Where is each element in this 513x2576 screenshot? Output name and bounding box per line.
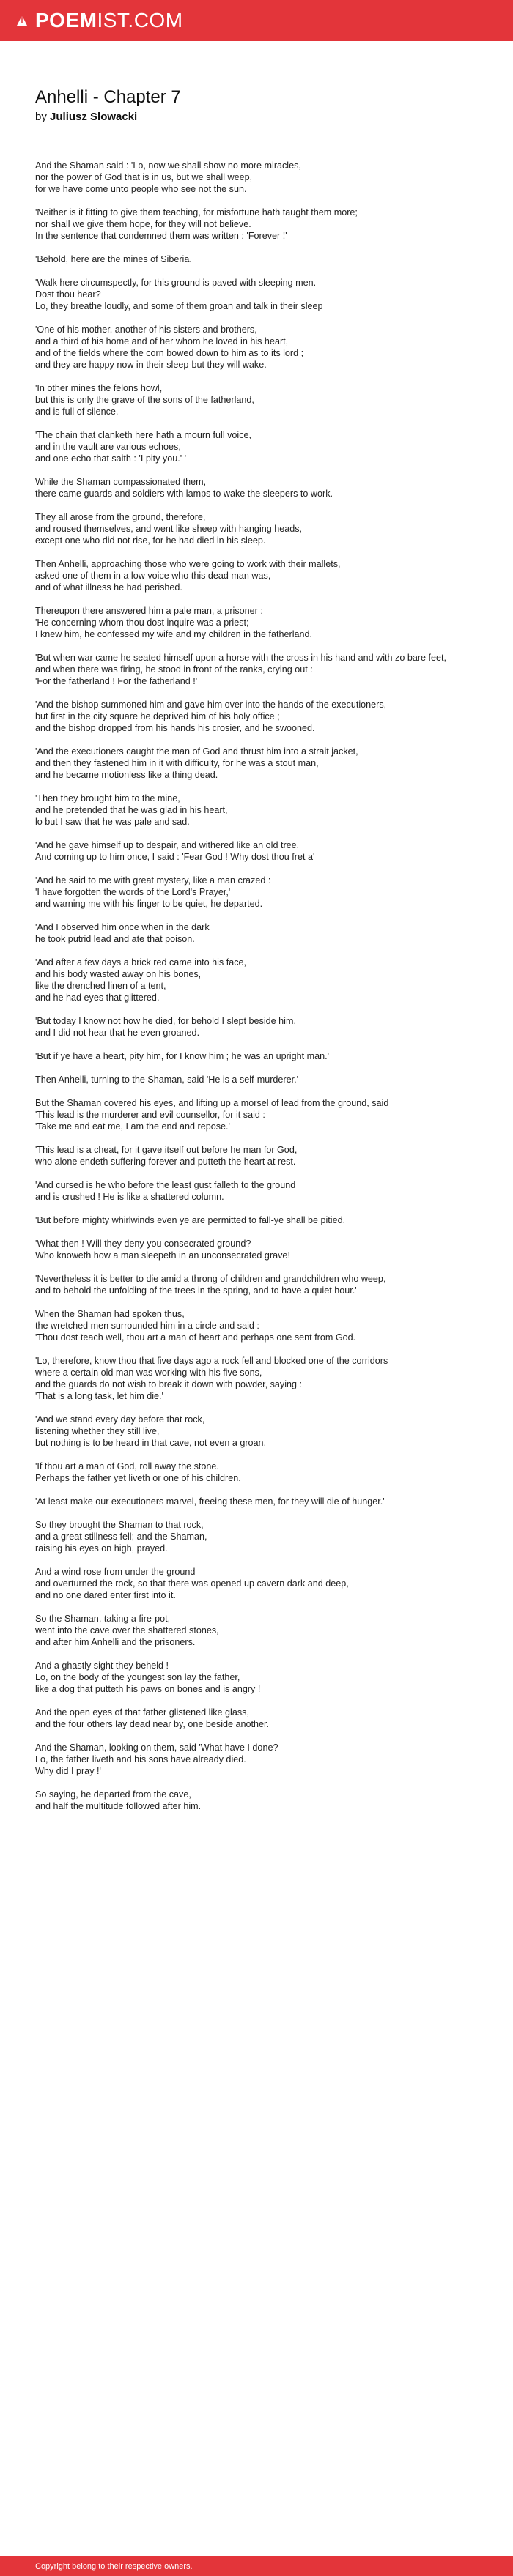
- stanza: [35, 1015, 478, 1039]
- poem-line: and after him Anhelli and the prisoners.: [35, 1637, 196, 1647]
- poem-line: Then Anhelli, turning to the Shaman, said 'He is a self-murderer.': [35, 1074, 299, 1085]
- stanza: [35, 746, 478, 781]
- poem-line: Then Anhelli, approaching those who were going to work with their mallets,: [35, 559, 341, 569]
- stanza: [35, 1496, 478, 1507]
- poem-line: 'Behold, here are the mines of Siberia.: [35, 254, 192, 264]
- stanza: [35, 1179, 478, 1203]
- logo-text-bold: POEM: [35, 9, 97, 31]
- poem-line: but nothing is to be heard in that cave, not even a groan.: [35, 1438, 267, 1448]
- quill-icon: [15, 13, 29, 28]
- poem-line: So the Shaman, taking a fire-pot,: [35, 1614, 171, 1624]
- poem-line: So they brought the Shaman to that rock,: [35, 1520, 204, 1530]
- poem-line: 'And the executioners caught the man of God and thrust him into a strait jacket,: [35, 746, 358, 757]
- stanza: [35, 429, 478, 464]
- poem-line: 'This lead is a cheat, for it gave itself out before he man for God,: [35, 1145, 298, 1155]
- poem-line: nor shall we give them hope, for they will not believe.: [35, 219, 251, 229]
- poem-line: and then they fastened him in it with difficulty, for he was a stout man,: [35, 758, 319, 768]
- poem-line: and overturned the rock, so that there was opened up cavern dark and deep,: [35, 1578, 349, 1589]
- poem-line: and warning me with his finger to be quiet, he departed.: [35, 899, 263, 909]
- stanza: [35, 1566, 478, 1601]
- poem-line: listening whether they still live,: [35, 1426, 160, 1436]
- poem-line: So saying, he departed from the cave,: [35, 1789, 191, 1800]
- poem-line: and he had eyes that glittered.: [35, 992, 160, 1003]
- stanza: [35, 207, 478, 242]
- poem-line: And coming up to him once, I said : 'Fear God ! Why dost thou fret a': [35, 852, 315, 862]
- poem-line: 'That is a long task, let him die.': [35, 1391, 163, 1401]
- poem-line: 'And the bishop summoned him and gave him over into the hands of the executioners,: [35, 699, 387, 710]
- poem-line: and is crushed ! He is like a shattered column.: [35, 1192, 224, 1202]
- poem-line: 'And he gave himself up to despair, and withered like an old tree.: [35, 840, 300, 850]
- poem-line: for we have come unto people who see not the sun.: [35, 184, 247, 194]
- poem-line: 'He concerning whom thou dost inquire was a priest;: [35, 617, 249, 628]
- stanza: [35, 1519, 478, 1554]
- stanza: [35, 1742, 478, 1777]
- stanza: [35, 253, 478, 265]
- stanza: [35, 382, 478, 417]
- poem-line: 'And I observed him once when in the dark: [35, 922, 210, 932]
- poem-line: Why did I pray !': [35, 1766, 101, 1776]
- poem-line: he took putrid lead and ate that poison.: [35, 934, 195, 944]
- stanza: [35, 1613, 478, 1648]
- poem-line: went into the cave over the shattered stones,: [35, 1625, 219, 1636]
- poem-line: asked one of them in a low voice who this dead man was,: [35, 571, 271, 581]
- poem-line: When the Shaman had spoken thus,: [35, 1309, 185, 1319]
- poem-line: While the Shaman compassionated them,: [35, 477, 207, 487]
- stanza: [35, 558, 478, 593]
- poem-line: except one who did not rise, for he had died in his sleep.: [35, 535, 266, 546]
- poem-line: and a third of his home and of her whom he loved in his heart,: [35, 336, 289, 346]
- stanza: [35, 1460, 478, 1484]
- poem-line: and the guards do not wish to break it down with powder, saying :: [35, 1379, 303, 1389]
- poem-line: and no one dared enter first into it.: [35, 1590, 176, 1600]
- stanza: [35, 277, 478, 312]
- poem-line: 'But if ye have a heart, pity him, for I know him ; he was an upright man.': [35, 1051, 330, 1061]
- poem-line: 'Walk here circumspectly, for this ground is paved with sleeping men.: [35, 278, 317, 288]
- stanza: [35, 1097, 478, 1132]
- poem-line: where a certain old man was working with his five sons,: [35, 1367, 262, 1378]
- poem-line: 'And we stand every day before that rock,: [35, 1414, 205, 1425]
- stanza: [35, 1050, 478, 1062]
- poem-line: nor the power of God that is in us, but we shall weep,: [35, 172, 253, 182]
- stanza: [35, 160, 478, 195]
- stanza: [35, 1789, 478, 1812]
- poem-line: and he became motionless like a thing dead.: [35, 770, 218, 780]
- poem-line: and I did not hear that he even groaned.: [35, 1028, 200, 1038]
- poem-line: I knew him, he confessed my wife and my children in the fatherland.: [35, 629, 313, 639]
- author-link[interactable]: Juliusz Slowacki: [50, 111, 138, 123]
- poem-line: and roused themselves, and went like sheep with hanging heads,: [35, 524, 303, 534]
- poem-line: Lo, they breathe loudly, and some of them groan and talk in their sleep: [35, 301, 323, 311]
- site-header: [0, 0, 513, 41]
- byline: [35, 110, 478, 125]
- poem-line: Thereupon there answered him a pale man, a prisoner :: [35, 606, 263, 616]
- stanza: [35, 1144, 478, 1168]
- poem-line: 'Nevertheless it is better to die amid a throng of children and grandchildren who weep,: [35, 1274, 386, 1284]
- poem-line: 'This lead is the murderer and evil counsellor, for it said :: [35, 1110, 265, 1120]
- poem-line: Lo, the father liveth and his sons have already died.: [35, 1754, 246, 1764]
- poem-line: But the Shaman covered his eyes, and lifting up a morsel of lead from the ground, said: [35, 1098, 389, 1108]
- stanza: [35, 652, 478, 687]
- poem-line: 'I have forgotten the words of the Lord's Prayer,': [35, 887, 231, 897]
- poem-line: and to behold the unfolding of the trees in the spring, and to have a quiet hour.': [35, 1285, 357, 1296]
- stanza: [35, 1214, 478, 1226]
- stanza: [35, 1355, 478, 1402]
- logo-text-light: IST.COM: [97, 9, 183, 31]
- stanza: [35, 476, 478, 500]
- poem-line: 'Lo, therefore, know thou that five days ago a rock fell and blocked one of the corridors: [35, 1356, 388, 1366]
- stanza: [35, 605, 478, 640]
- poem-line: 'And after a few days a brick red came into his face,: [35, 957, 247, 968]
- poem-line: like the drenched linen of a tent,: [35, 981, 166, 991]
- poem-line: They all arose from the ground, therefore,: [35, 512, 206, 522]
- stanza: [35, 1273, 478, 1296]
- poem-line: 'Then they brought him to the mine,: [35, 793, 180, 803]
- poem-line: 'But before mighty whirlwinds even ye are permitted to fall-ye shall be pitied.: [35, 1215, 346, 1225]
- site-footer: [0, 2556, 513, 2576]
- stanza: [35, 957, 478, 1003]
- poem-line: Dost thou hear?: [35, 289, 101, 300]
- stanza: [35, 1308, 478, 1343]
- poem-line: 'If thou art a man of God, roll away the stone.: [35, 1461, 219, 1471]
- poem-line: 'At least make our executioners marvel, freeing these men, for they will die of hunger.': [35, 1496, 385, 1507]
- poem-line: who alone endeth suffering forever and putteth the heart at rest.: [35, 1157, 296, 1167]
- poem-line: and a great stillness fell; and the Shaman,: [35, 1532, 207, 1542]
- poem-line: and in the vault are various echoes,: [35, 442, 181, 452]
- poem-line: 'And he said to me with great mystery, like a man crazed :: [35, 875, 271, 886]
- stanza: [35, 921, 478, 945]
- poem-line: but first in the city square he deprived him of his holy office ;: [35, 711, 280, 721]
- stanza: [35, 1707, 478, 1730]
- poem-line: and the bishop dropped from his hands his crosier, and he swooned.: [35, 723, 315, 733]
- poem-line: In the sentence that condemned them was written : 'Forever !': [35, 231, 287, 241]
- poem-line: Lo, on the body of the youngest son lay the father,: [35, 1672, 240, 1682]
- poem-line: And the open eyes of that father glistened like glass,: [35, 1707, 249, 1718]
- stanza: [35, 1238, 478, 1261]
- copyright-text: Copyright belong to their respective owners.: [35, 2561, 193, 2571]
- poem-line: And the Shaman said : 'Lo, now we shall show no more miracles,: [35, 160, 301, 171]
- site-logo-link[interactable]: [15, 9, 183, 32]
- poem-line: 'Thou dost teach well, thou art a man of heart and perhaps one sent from God.: [35, 1332, 356, 1343]
- poem-line: and is full of silence.: [35, 407, 119, 417]
- stanza: [35, 793, 478, 828]
- poem-line: and half the multitude followed after him.: [35, 1801, 202, 1811]
- poem-title-block: [35, 86, 478, 125]
- stanza: [35, 875, 478, 910]
- poem-line: 'The chain that clanketh here hath a mourn full voice,: [35, 430, 252, 440]
- poem-line: Who knoweth how a man sleepeth in an unconsecrated grave!: [35, 1250, 290, 1261]
- poem-line: there came guards and soldiers with lamps to wake the sleepers to work.: [35, 489, 333, 499]
- poem-line: Perhaps the father yet liveth or one of his children.: [35, 1473, 241, 1483]
- stanza: [35, 699, 478, 734]
- poem-line: and when there was firing, he stood in front of the ranks, crying out :: [35, 664, 313, 675]
- stanza: [35, 1414, 478, 1449]
- poem-line: And a ghastly sight they beheld !: [35, 1660, 169, 1671]
- poem-body: [35, 160, 478, 1824]
- poem-line: and the four others lay dead near by, one beside another.: [35, 1719, 270, 1729]
- poem-line: the wretched men surrounded him in a circle and said :: [35, 1321, 259, 1331]
- poem-line: lo but I saw that he was pale and sad.: [35, 817, 190, 827]
- stanza: [35, 839, 478, 863]
- poem-line: and his body wasted away on his bones,: [35, 969, 202, 979]
- poem-line: And a wind rose from under the ground: [35, 1567, 196, 1577]
- poem-line: 'But today I know not how he died, for behold I slept beside him,: [35, 1016, 296, 1026]
- site-logo-text: [35, 9, 183, 32]
- poem-line: but this is only the grave of the sons of the fatherland,: [35, 395, 254, 405]
- poem-line: 'But when war came he seated himself upon a horse with the cross in his hand and with zo bare feet,: [35, 653, 447, 663]
- poem-line: And the Shaman, looking on them, said 'What have I done?: [35, 1742, 278, 1753]
- poem-line: and of what illness he had perished.: [35, 582, 182, 593]
- poem-line: 'One of his mother, another of his sisters and brothers,: [35, 324, 257, 335]
- poem-line: 'Neither is it fitting to give them teaching, for misfortune hath taught them more;: [35, 207, 358, 218]
- poem-line: 'For the fatherland ! For the fatherland !': [35, 676, 198, 686]
- poem-line: and he pretended that he was glad in his heart,: [35, 805, 228, 815]
- poem-line: 'Take me and eat me, I am the end and repose.': [35, 1121, 230, 1132]
- poem-line: raising his eyes on high, prayed.: [35, 1543, 168, 1554]
- poem-title: Anhelli - Chapter 7: [35, 87, 181, 107]
- poem-line: and they are happy now in their sleep-but they will wake.: [35, 360, 267, 370]
- stanza: [35, 1074, 478, 1085]
- poem-line: and of the fields where the corn bowed down to him as to its lord ;: [35, 348, 304, 358]
- poem-line: 'And cursed is he who before the least gust falleth to the ground: [35, 1180, 296, 1190]
- poem-line: and one echo that saith : 'I pity you.' ': [35, 453, 187, 464]
- stanza: [35, 324, 478, 371]
- stanza: [35, 511, 478, 546]
- poem-line: like a dog that putteth his paws on bones and is angry !: [35, 1684, 261, 1694]
- by-label: by: [35, 111, 47, 123]
- poem-line: 'What then ! Will they deny you consecrated ground?: [35, 1239, 251, 1249]
- stanza: [35, 1660, 478, 1695]
- poem-line: 'In other mines the felons howl,: [35, 383, 163, 393]
